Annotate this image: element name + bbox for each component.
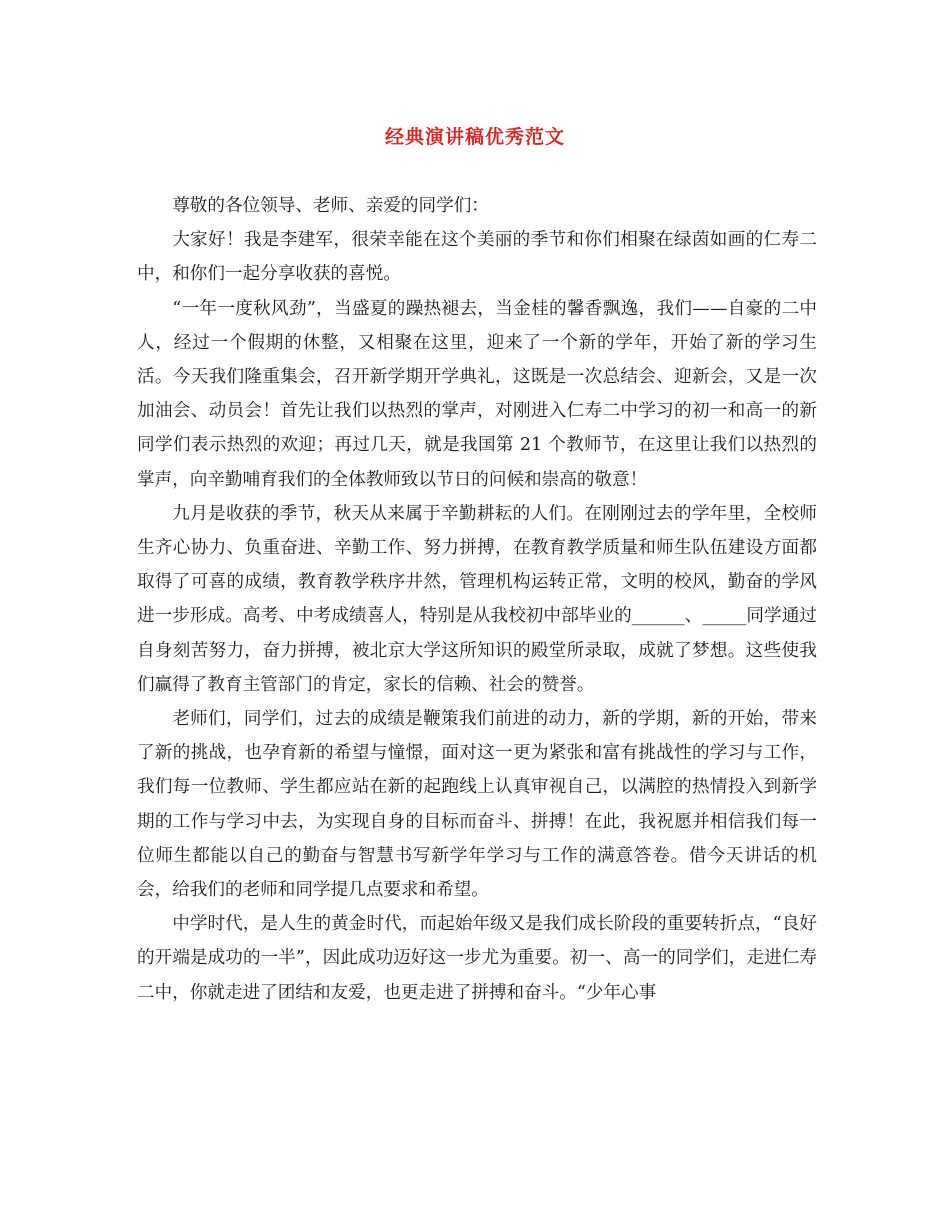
paragraph-new-semester: 老师们，同学们，过去的成绩是鞭策我们前进的动力，新的学期，新的开始，带来了新的挑战，也孕育新的希望与憧憬，面对这一更为紧张和富有挑战性的学习与工作，我们每一位教师、学生都应站在新的起跑线上认真审视自己，以满腔的热情投入到新学期的工作与学习中去，为实现自身的目标而奋斗、拼搏！在此，我祝愿并相信我们每一位师生都能以自己的勤奋与智慧书写新学年学习与工作的满意答卷。借今天讲话的机会，给我们的老师和同学提几点要求和希望。 — [137, 709, 817, 901]
paragraph-middle-school: 中学时代，是人生的黄金时代，而起始年级又是我们成长阶段的重要转折点，“良好的开端是成功的一半”，因此成功迈好这一步尤为重要。初一、高一的同学们，走进仁寿二中，你就走进了团结和友爱，也更走进了拼搏和奋斗。“少年心事 — [137, 914, 817, 1003]
paragraph-harvest: 九月是收获的季节，秋天从来属于辛勤耕耘的人们。在刚刚过去的学年里，全校师生齐心协力、负重奋进、辛勤工作、努力拼搏，在教育教学质量和师生队伍建设方面都取得了可喜的成绩，教育教学秩序井然，管理机构运转正常，文明的校风，勤奋的学风进一步形成。高考、中考成绩喜人，特别是从我校初中部毕业的______、_____同学通过自身刻苦努力，奋力拼搏，被北京大学这所知识的殿堂所录取，成就了梦想。这些使我们赢得了教育主管部门的肯定，家长的信赖、社会的赞誉。 — [137, 503, 817, 695]
paragraph-autumn: “一年一度秋风劲”，当盛夏的躁热褪去，当金桂的馨香飘逸，我们——自豪的二中人，经过一个假期的休整，又相聚在这里，迎来了一个新的学年，开始了新的学习生活。今天我们隆重集会，召开新学期开学典礼，这既是一次总结会、迎新会，又是一次加油会、动员会！首先让我们以热烈的掌声，对刚进入仁寿二中学习的初一和高一的新同学们表示热烈的欢迎；再过几天，就是我国第 21 个教师节，在这里让我们以热烈的掌声，向辛勤哺育我们的全体教师致以节日的问候和崇高的敬意！ — [137, 298, 817, 490]
paragraph-greeting: 大家好！我是李建军，很荣幸能在这个美丽的季节和你们相聚在绿茵如画的仁寿二中，和你们一起分享收获的喜悦。 — [137, 230, 817, 285]
document-body — [137, 189, 817, 1010]
paragraph-salutation: 尊敬的各位领导、老师、亲爱的同学们： — [172, 196, 489, 216]
document-title: 经典演讲稿优秀范文 — [384, 126, 565, 148]
